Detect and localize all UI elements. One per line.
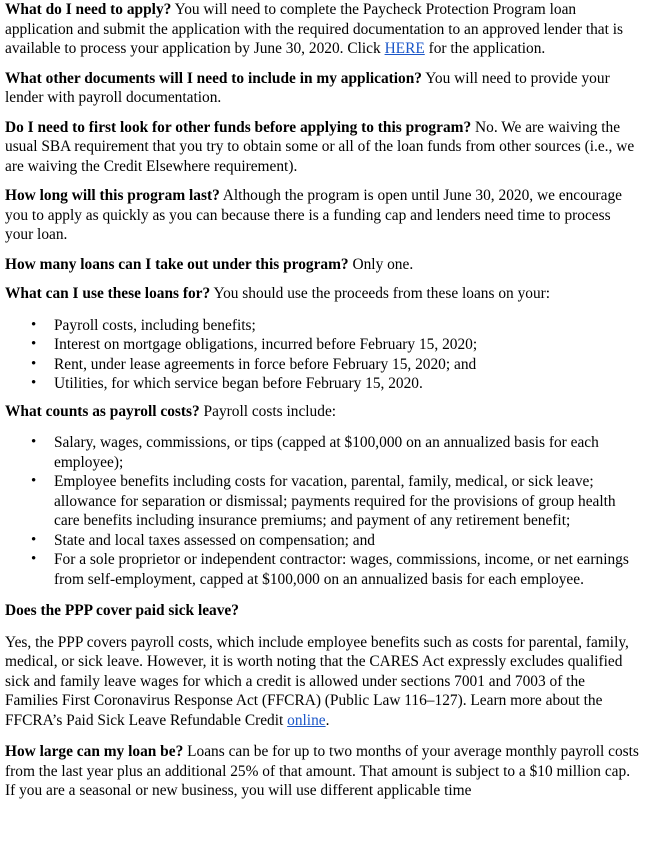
faq-apply <box>5 0 639 59</box>
answer-uses: You should use the proceeds from these loans on your: <box>213 285 551 302</box>
bullet-icon: • <box>31 473 37 489</box>
answer-sick-leave: Yes, the PPP covers payroll costs, which include employee benefits such as costs for parental, family, medical, or sick leave. However, it is worth noting that the CARES Act expressly excludes qualified sick and family leave wages for which a credit is allowed under sections 7001 and 7003 of the Families First Coronavirus Response Act (FFCRA) (Public Law 116–127). Learn more about the FFCRA’s Paid Sick Leave Refundable Credit online. <box>5 633 629 729</box>
list-item: • Utilities, for which service began before February 15, 2020. <box>31 375 423 392</box>
list-item: • Rent, under lease agreements in force before February 15, 2020; and <box>31 355 477 373</box>
list-item: • Interest on mortgage obligations, incurred before February 15, 2020; <box>31 336 478 353</box>
bullet-icon: • <box>31 355 37 372</box>
list-item: • Salary, wages, commissions, or tips (capped at $100,000 on an annualized basis for each employee); <box>31 434 599 471</box>
answer-loan-size: Loans can be for up to two months of your average monthly payroll costs from the last year plus an additional 25% of that amount. That amount is subject to a $10 million cap. If you are a seasonal or new business, you will use different applicable time <box>5 743 639 799</box>
answer-other-funds: No. We are waiving the usual SBA requirement that you try to obtain some or all of the loan funds from other sources (i.e., we are waiving the Credit Elsewhere requirement). <box>5 118 635 175</box>
ffcra-online-link[interactable]: online <box>287 711 326 729</box>
answer-how-many: Only one. <box>352 255 414 273</box>
answer-apply-part1: You will need to complete the Paycheck Protection Program loan application and submit the application with the required documentation to an approved lender that is available to process your application by June 30, 2020. Click <box>5 1 624 57</box>
question-other-funds: Do I need to first look for other funds before applying to this program? <box>5 118 472 136</box>
faq-other-funds <box>5 118 639 177</box>
bullet-icon: • <box>31 336 37 352</box>
list-item: • Payroll costs, including benefits; <box>31 316 256 334</box>
bullet-icon: • <box>31 434 37 450</box>
answer-duration: Although the program is open until June 30, 2020, we encourage you to apply as quickly as you can because there is a funding cap and lenders need time to process your loan. <box>5 187 622 243</box>
list-item: • For a sole proprietor or independent contractor: wages, commissions, income, or net earnings from self-employment, capped at $100,000 on an annualized basis for each employee. <box>31 551 629 588</box>
bullet-icon: • <box>31 531 37 548</box>
answer-apply-part2: for the application. <box>424 40 546 57</box>
faq-duration <box>5 186 639 245</box>
faq-how-many <box>5 255 639 275</box>
faq-documents <box>5 69 639 108</box>
faq-payroll <box>5 402 639 422</box>
question-payroll: What counts as payroll costs? <box>5 402 200 420</box>
faq-loan-size <box>5 742 639 801</box>
answer-payroll: Payroll costs include: <box>203 402 337 420</box>
question-uses: What can I use these loans for? <box>5 285 211 302</box>
bullet-icon: • <box>31 551 37 567</box>
list-item: • State and local taxes assessed on compensation; and <box>31 531 375 549</box>
payroll-list <box>5 433 639 589</box>
bullet-icon: • <box>31 375 37 391</box>
bullet-icon: • <box>31 316 37 333</box>
question-how-many: How many loans can I take out under this program? <box>5 255 349 273</box>
faq-uses <box>5 284 639 304</box>
list-item: • Employee benefits including costs for vacation, parental, family, medical, or sick leave; allowance for separation or dismissal; payments required for the provisions of group health care benefits including insurance premiums; and payment of any retirement benefit; <box>31 473 616 529</box>
question-documents: What other documents will I need to include in my application? <box>5 69 423 87</box>
answer-documents: You will need to provide your lender with payroll documentation. <box>5 69 610 106</box>
question-sick-leave: Does the PPP cover paid sick leave? <box>5 602 239 619</box>
question-loan-size: How large can my loan be? <box>5 743 184 760</box>
uses-list <box>5 316 639 394</box>
application-link[interactable]: HERE <box>384 40 425 57</box>
question-duration: How long will this program last? <box>5 187 220 204</box>
question-apply: What do I need to apply? <box>5 1 172 18</box>
